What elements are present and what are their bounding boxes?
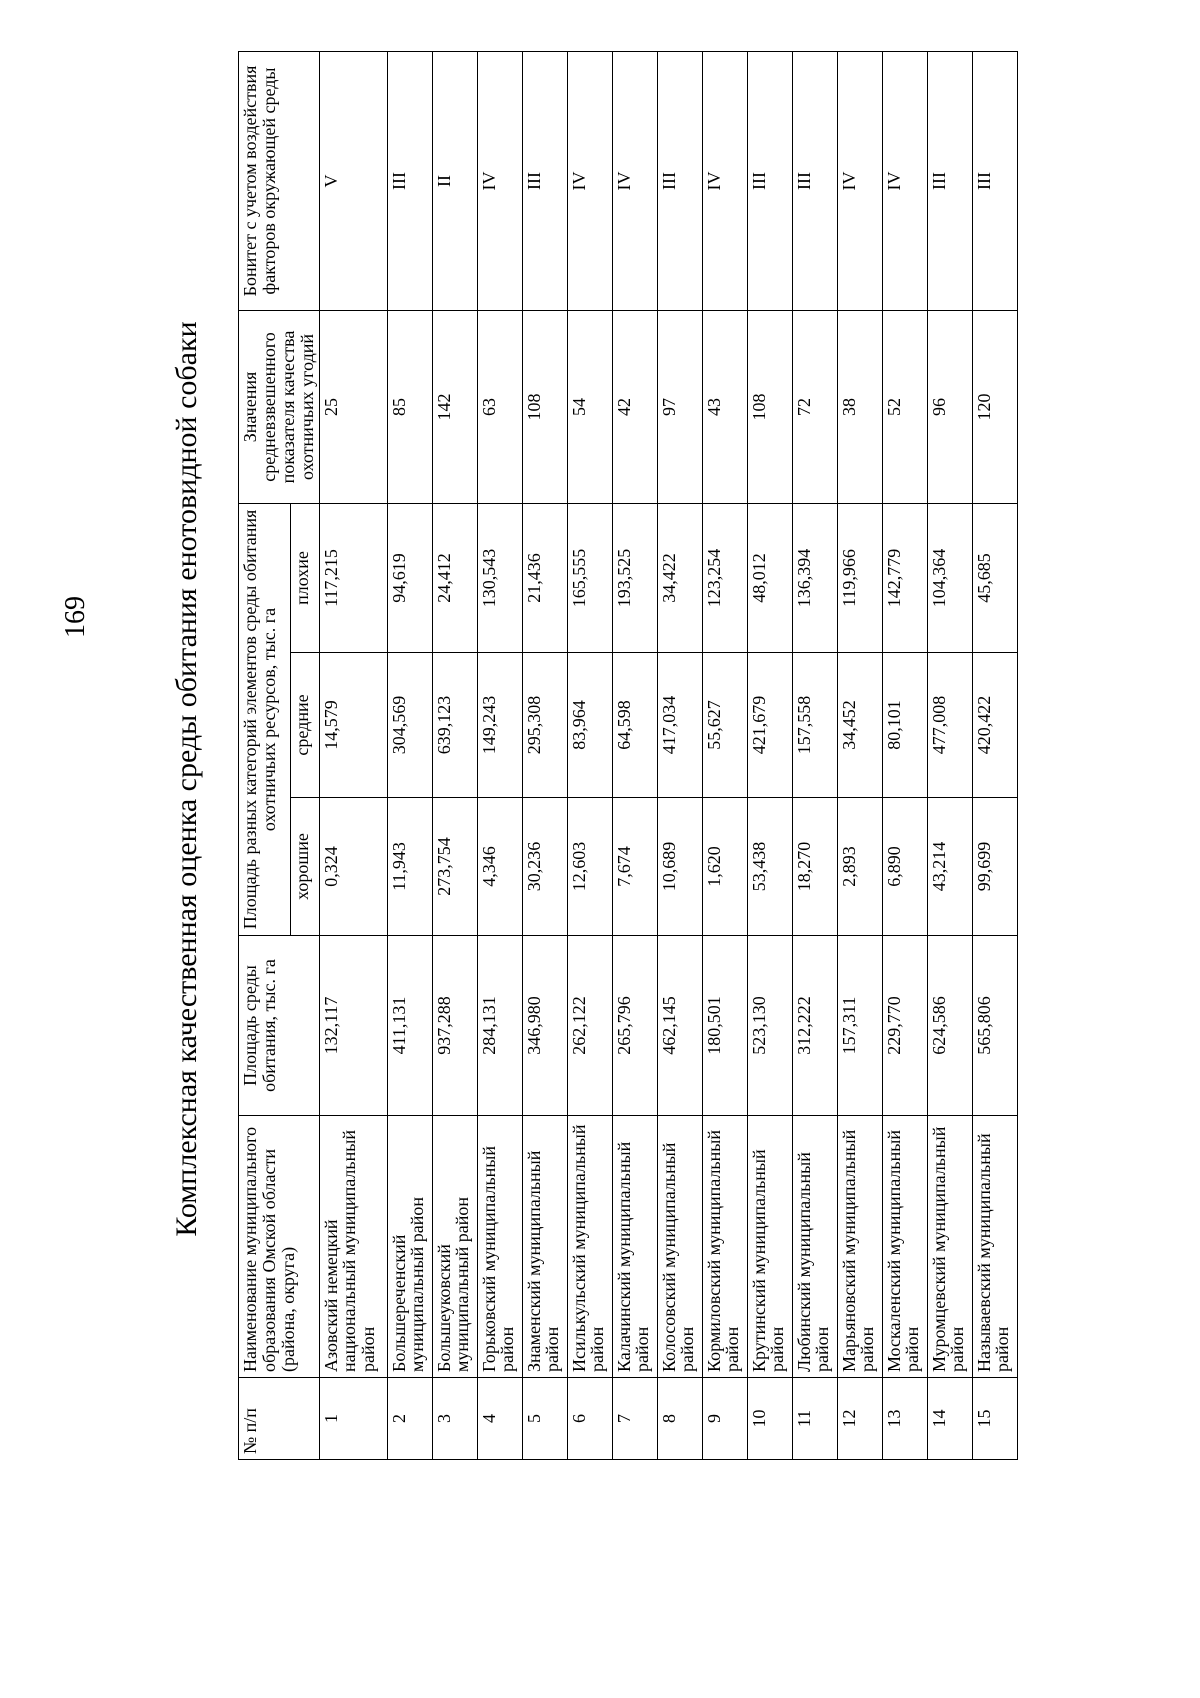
cell-good-area: 12,603 <box>567 798 612 936</box>
cell-bad-area: 34,422 <box>657 503 702 652</box>
cell-medium-area: 304,569 <box>387 653 432 798</box>
cell-bad-area: 45,685 <box>972 503 1017 652</box>
cell-num: 1 <box>319 1378 387 1460</box>
table-row <box>792 51 837 1459</box>
cell-num: 13 <box>882 1378 927 1460</box>
cell-medium-area: 83,964 <box>567 653 612 798</box>
cell-good-area: 30,236 <box>522 798 567 936</box>
cell-district-name: Называевский муниципальный район <box>972 1116 1017 1378</box>
cell-medium-area: 14,579 <box>319 653 387 798</box>
cell-weighted-index: 38 <box>837 310 882 503</box>
cell-num: 10 <box>747 1378 792 1460</box>
cell-habitat-area: 262,122 <box>567 936 612 1116</box>
table-row <box>387 51 432 1459</box>
cell-medium-area: 34,452 <box>837 653 882 798</box>
cell-good-area: 10,689 <box>657 798 702 936</box>
cell-bad-area: 48,012 <box>747 503 792 652</box>
cell-good-area: 2,893 <box>837 798 882 936</box>
table-row <box>319 51 387 1459</box>
cell-bonitet: IV <box>882 51 927 310</box>
cell-habitat-area: 462,145 <box>657 936 702 1116</box>
cell-medium-area: 157,558 <box>792 653 837 798</box>
cell-bad-area: 94,619 <box>387 503 432 652</box>
cell-bonitet: IV <box>477 51 522 310</box>
cell-bad-area: 104,364 <box>927 503 972 652</box>
cell-num: 12 <box>837 1378 882 1460</box>
cell-medium-area: 420,422 <box>972 653 1017 798</box>
header-categories: Площадь разных категорий элементов среды обитания охотничьих ресурсов, тыс. га <box>239 503 291 935</box>
cell-weighted-index: 85 <box>387 310 432 503</box>
cell-good-area: 11,943 <box>387 798 432 936</box>
cell-bonitet: IV <box>702 51 747 310</box>
cell-district-name: Москаленский муниципальный район <box>882 1116 927 1378</box>
cell-habitat-area: 346,980 <box>522 936 567 1116</box>
cell-num: 14 <box>927 1378 972 1460</box>
cell-medium-area: 295,308 <box>522 653 567 798</box>
cell-bonitet: IV <box>612 51 657 310</box>
cell-bad-area: 130,543 <box>477 503 522 652</box>
cell-habitat-area: 411,131 <box>387 936 432 1116</box>
cell-num: 7 <box>612 1378 657 1460</box>
cell-weighted-index: 108 <box>747 310 792 503</box>
cell-good-area: 18,270 <box>792 798 837 936</box>
cell-bonitet: III <box>522 51 567 310</box>
cell-num: 4 <box>477 1378 522 1460</box>
cell-weighted-index: 72 <box>792 310 837 503</box>
cell-good-area: 6,890 <box>882 798 927 936</box>
cell-habitat-area: 937,288 <box>432 936 477 1116</box>
cell-bad-area: 165,555 <box>567 503 612 652</box>
cell-district-name: Большеуковский муниципальный район <box>432 1116 477 1378</box>
cell-district-name: Исилькульский муниципальный район <box>567 1116 612 1378</box>
document-title: Комплексная качественная оценка среды обитания енотовидной собаки <box>170 321 203 1237</box>
cell-bonitet: III <box>747 51 792 310</box>
header-num: № п/п <box>239 1378 320 1460</box>
cell-good-area: 43,214 <box>927 798 972 936</box>
cell-good-area: 4,346 <box>477 798 522 936</box>
cell-medium-area: 149,243 <box>477 653 522 798</box>
cell-district-name: Азовский немецкий национальный муниципальный район <box>319 1116 387 1378</box>
cell-habitat-area: 157,311 <box>837 936 882 1116</box>
cell-bad-area: 117,215 <box>319 503 387 652</box>
cell-good-area: 99,699 <box>972 798 1017 936</box>
header-medium: средние <box>290 653 319 798</box>
cell-weighted-index: 52 <box>882 310 927 503</box>
cell-weighted-index: 63 <box>477 310 522 503</box>
cell-medium-area: 421,679 <box>747 653 792 798</box>
cell-habitat-area: 180,501 <box>702 936 747 1116</box>
table-row <box>522 51 567 1459</box>
cell-medium-area: 477,008 <box>927 653 972 798</box>
cell-num: 3 <box>432 1378 477 1460</box>
habitat-assessment-table <box>238 51 1018 1460</box>
cell-district-name: Марьяновский муниципальный район <box>837 1116 882 1378</box>
cell-habitat-area: 565,806 <box>972 936 1017 1116</box>
cell-good-area: 1,620 <box>702 798 747 936</box>
table-row <box>837 51 882 1459</box>
cell-bonitet: III <box>927 51 972 310</box>
cell-medium-area: 55,627 <box>702 653 747 798</box>
table-row <box>612 51 657 1459</box>
cell-bad-area: 193,525 <box>612 503 657 652</box>
cell-num: 2 <box>387 1378 432 1460</box>
cell-bonitet: IV <box>567 51 612 310</box>
cell-bad-area: 24,412 <box>432 503 477 652</box>
table-row <box>882 51 927 1459</box>
table-row <box>747 51 792 1459</box>
cell-habitat-area: 229,770 <box>882 936 927 1116</box>
cell-bad-area: 21,436 <box>522 503 567 652</box>
cell-weighted-index: 43 <box>702 310 747 503</box>
cell-habitat-area: 312,222 <box>792 936 837 1116</box>
cell-medium-area: 417,034 <box>657 653 702 798</box>
header-weighted: Значения средневзвешенного показателя качества охотничьих угодий <box>239 310 320 503</box>
cell-bonitet: III <box>387 51 432 310</box>
cell-district-name: Колосовский муниципальный район <box>657 1116 702 1378</box>
header-bad: плохие <box>290 503 319 652</box>
header-name: Наименование муниципального образования Омской области (района, округа) <box>239 1116 320 1378</box>
table-row <box>927 51 972 1459</box>
cell-bad-area: 123,254 <box>702 503 747 652</box>
cell-habitat-area: 523,130 <box>747 936 792 1116</box>
cell-weighted-index: 54 <box>567 310 612 503</box>
cell-bonitet: III <box>657 51 702 310</box>
cell-weighted-index: 96 <box>927 310 972 503</box>
cell-num: 9 <box>702 1378 747 1460</box>
cell-good-area: 0,324 <box>319 798 387 936</box>
cell-medium-area: 64,598 <box>612 653 657 798</box>
cell-num: 15 <box>972 1378 1017 1460</box>
cell-district-name: Большереченский муниципальный район <box>387 1116 432 1378</box>
cell-num: 5 <box>522 1378 567 1460</box>
cell-good-area: 7,674 <box>612 798 657 936</box>
table-row <box>567 51 612 1459</box>
cell-habitat-area: 132,117 <box>319 936 387 1116</box>
table-row <box>972 51 1017 1459</box>
header-area: Площадь среды обитания, тыс. га <box>239 936 320 1116</box>
cell-weighted-index: 97 <box>657 310 702 503</box>
cell-bonitet: IV <box>837 51 882 310</box>
table-row <box>657 51 702 1459</box>
cell-medium-area: 80,101 <box>882 653 927 798</box>
cell-habitat-area: 265,796 <box>612 936 657 1116</box>
cell-weighted-index: 108 <box>522 310 567 503</box>
cell-habitat-area: 624,586 <box>927 936 972 1116</box>
cell-good-area: 53,438 <box>747 798 792 936</box>
cell-weighted-index: 25 <box>319 310 387 503</box>
table-body <box>319 51 1017 1459</box>
table-row <box>432 51 477 1459</box>
cell-district-name: Горьковский муниципальный район <box>477 1116 522 1378</box>
cell-bad-area: 136,394 <box>792 503 837 652</box>
header-bonitet: Бонитет с учетом воздействия факторов окружающей среды <box>239 51 320 310</box>
header-good: хорошие <box>290 798 319 936</box>
cell-district-name: Муромцевский муниципальный район <box>927 1116 972 1378</box>
table-row <box>477 51 522 1459</box>
cell-district-name: Знаменский муниципальный район <box>522 1116 567 1378</box>
cell-habitat-area: 284,131 <box>477 936 522 1116</box>
cell-district-name: Калачинский муниципальный район <box>612 1116 657 1378</box>
cell-good-area: 273,754 <box>432 798 477 936</box>
cell-medium-area: 639,123 <box>432 653 477 798</box>
cell-district-name: Кормиловский муниципальный район <box>702 1116 747 1378</box>
cell-district-name: Любинский муниципальный район <box>792 1116 837 1378</box>
cell-bad-area: 119,966 <box>837 503 882 652</box>
cell-bonitet: II <box>432 51 477 310</box>
cell-weighted-index: 142 <box>432 310 477 503</box>
cell-weighted-index: 42 <box>612 310 657 503</box>
cell-num: 11 <box>792 1378 837 1460</box>
cell-district-name: Крутинский муниципальный район <box>747 1116 792 1378</box>
cell-weighted-index: 120 <box>972 310 1017 503</box>
table-row <box>702 51 747 1459</box>
cell-num: 8 <box>657 1378 702 1460</box>
cell-bonitet: III <box>792 51 837 310</box>
cell-num: 6 <box>567 1378 612 1460</box>
cell-bonitet: III <box>972 51 1017 310</box>
page-number: 169 <box>60 596 91 638</box>
cell-bad-area: 142,779 <box>882 503 927 652</box>
cell-bonitet: V <box>319 51 387 310</box>
